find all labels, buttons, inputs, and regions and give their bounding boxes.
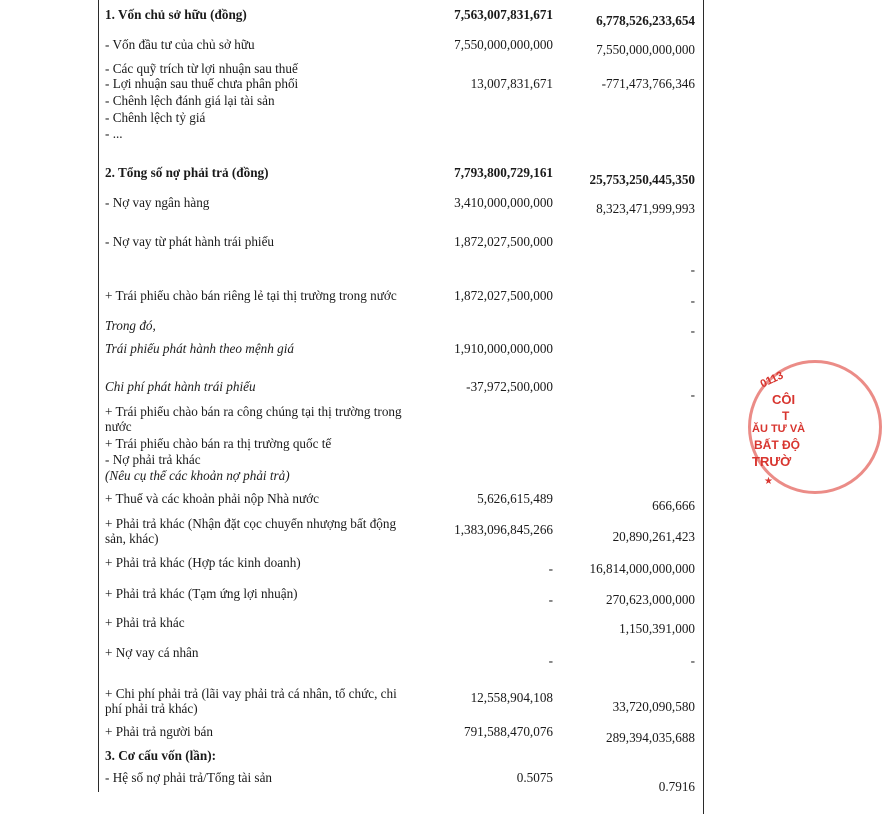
value-current: -	[548, 561, 553, 576]
value-prior: 8,323,471,999,993	[596, 201, 695, 216]
value-prior: 666,666	[652, 498, 695, 513]
value-prior: -771,473,766,346	[601, 76, 695, 91]
row-label: 2. Tổng số nợ phải trả (đồng)	[105, 165, 269, 180]
row-label: - Các quỹ trích từ lợi nhuận sau thuế	[105, 61, 298, 76]
row-label: Trong đó,	[105, 318, 156, 333]
seal-number: 0113	[758, 369, 786, 391]
seal-text: TRƯỜ	[752, 454, 792, 469]
value-prior: -	[690, 653, 695, 668]
table-border-left	[98, 0, 99, 792]
seal-text: BẤT ĐỘ	[754, 438, 800, 452]
value-current: 1,383,096,845,266	[454, 522, 553, 537]
row-label: + Trái phiếu chào bán ra thị trường quốc tế	[105, 436, 332, 451]
row-label: + Nợ vay cá nhân	[105, 645, 199, 660]
value-current: 7,563,007,831,671	[454, 7, 553, 22]
row-label: + Phải trả người bán	[105, 724, 213, 739]
row-label: 3. Cơ cấu vốn (lần):	[105, 748, 216, 763]
row-label: + Trái phiếu chào bán ra công chúng tại thị trường trong nước	[105, 404, 402, 434]
row-label: + Trái phiếu chào bán riêng lẻ tại thị trường trong nước	[105, 288, 397, 303]
seal-text: T	[782, 409, 790, 423]
value-prior: 270,623,000,000	[605, 592, 695, 607]
row-label: - Vốn đầu tư của chủ sở hữu	[105, 37, 255, 52]
value-prior: 20,890,261,423	[612, 529, 695, 544]
value-current: -	[548, 592, 553, 607]
value-current: 1,910,000,000,000	[454, 341, 553, 356]
value-current: 0.5075	[516, 770, 553, 785]
value-prior: -	[690, 293, 695, 308]
company-seal	[748, 360, 878, 500]
row-label: (Nêu cụ thể các khoản nợ phải trả)	[105, 468, 290, 483]
star-icon: ★	[764, 476, 773, 487]
value-current: 1,872,027,500,000	[454, 234, 553, 249]
value-prior: 6,778,526,233,654	[596, 13, 695, 28]
value-current: 791,588,470,076	[463, 724, 553, 739]
row-label: - Chênh lệch đánh giá lại tài sản	[105, 93, 275, 108]
row-label: - Nợ phải trả khác	[105, 452, 201, 467]
value-prior: -	[690, 323, 695, 338]
row-label: + Chi phí phải trả (lãi vay phải trả cá nhân, tổ chức, chi phí phải trả khác)	[105, 686, 397, 716]
value-current: -	[548, 653, 553, 668]
row-label: + Phải trả khác (Tạm ứng lợi nhuận)	[105, 586, 298, 601]
value-prior: 289,394,035,688	[605, 730, 695, 745]
seal-text: ĂU TƯ VÀ	[752, 423, 806, 435]
row-label: + Thuế và các khoản phải nộp Nhà nước	[105, 491, 319, 506]
value-current: 3,410,000,000,000	[454, 195, 553, 210]
value-current: 7,550,000,000,000	[454, 37, 553, 52]
row-label: - ...	[105, 126, 123, 141]
value-current: 5,626,615,489	[477, 491, 553, 506]
value-current: -37,972,500,000	[466, 379, 553, 394]
value-current: 7,793,800,729,161	[454, 165, 553, 180]
row-label: Trái phiếu phát hành theo mệnh giá	[105, 341, 295, 356]
table-border-right	[703, 0, 704, 814]
row-label: - Nợ vay ngân hàng	[105, 195, 210, 210]
value-prior: -	[690, 262, 695, 277]
value-prior: 1,150,391,000	[619, 621, 695, 636]
value-prior: 0.7916	[658, 779, 695, 794]
value-prior: 7,550,000,000,000	[596, 42, 695, 57]
value-prior: 25,753,250,445,350	[589, 172, 695, 187]
row-label: 1. Vốn chủ sở hữu (đồng)	[105, 7, 247, 22]
row-label: - Nợ vay từ phát hành trái phiếu	[105, 234, 275, 249]
row-label: + Phải trả khác (Nhận đặt cọc chuyển nhượng bất động sản, khác)	[105, 516, 397, 546]
value-prior: 33,720,090,580	[612, 699, 695, 714]
value-current: 12,558,904,108	[470, 690, 553, 705]
value-current: 1,872,027,500,000	[454, 288, 553, 303]
row-label: Chi phí phát hành trái phiếu	[105, 379, 256, 394]
row-label: + Phải trả khác (Hợp tác kinh doanh)	[105, 555, 301, 570]
row-label: - Chênh lệch tỷ giá	[105, 110, 206, 125]
value-prior: 16,814,000,000,000	[589, 561, 695, 576]
value-current: 13,007,831,671	[470, 76, 553, 91]
row-label: - Lợi nhuận sau thuế chưa phân phối	[105, 76, 299, 91]
seal-text: CÔI	[772, 392, 796, 407]
value-prior: -	[690, 387, 695, 402]
row-label: - Hệ số nợ phải trả/Tổng tài sản	[105, 770, 273, 785]
row-label: + Phải trả khác	[105, 615, 185, 630]
